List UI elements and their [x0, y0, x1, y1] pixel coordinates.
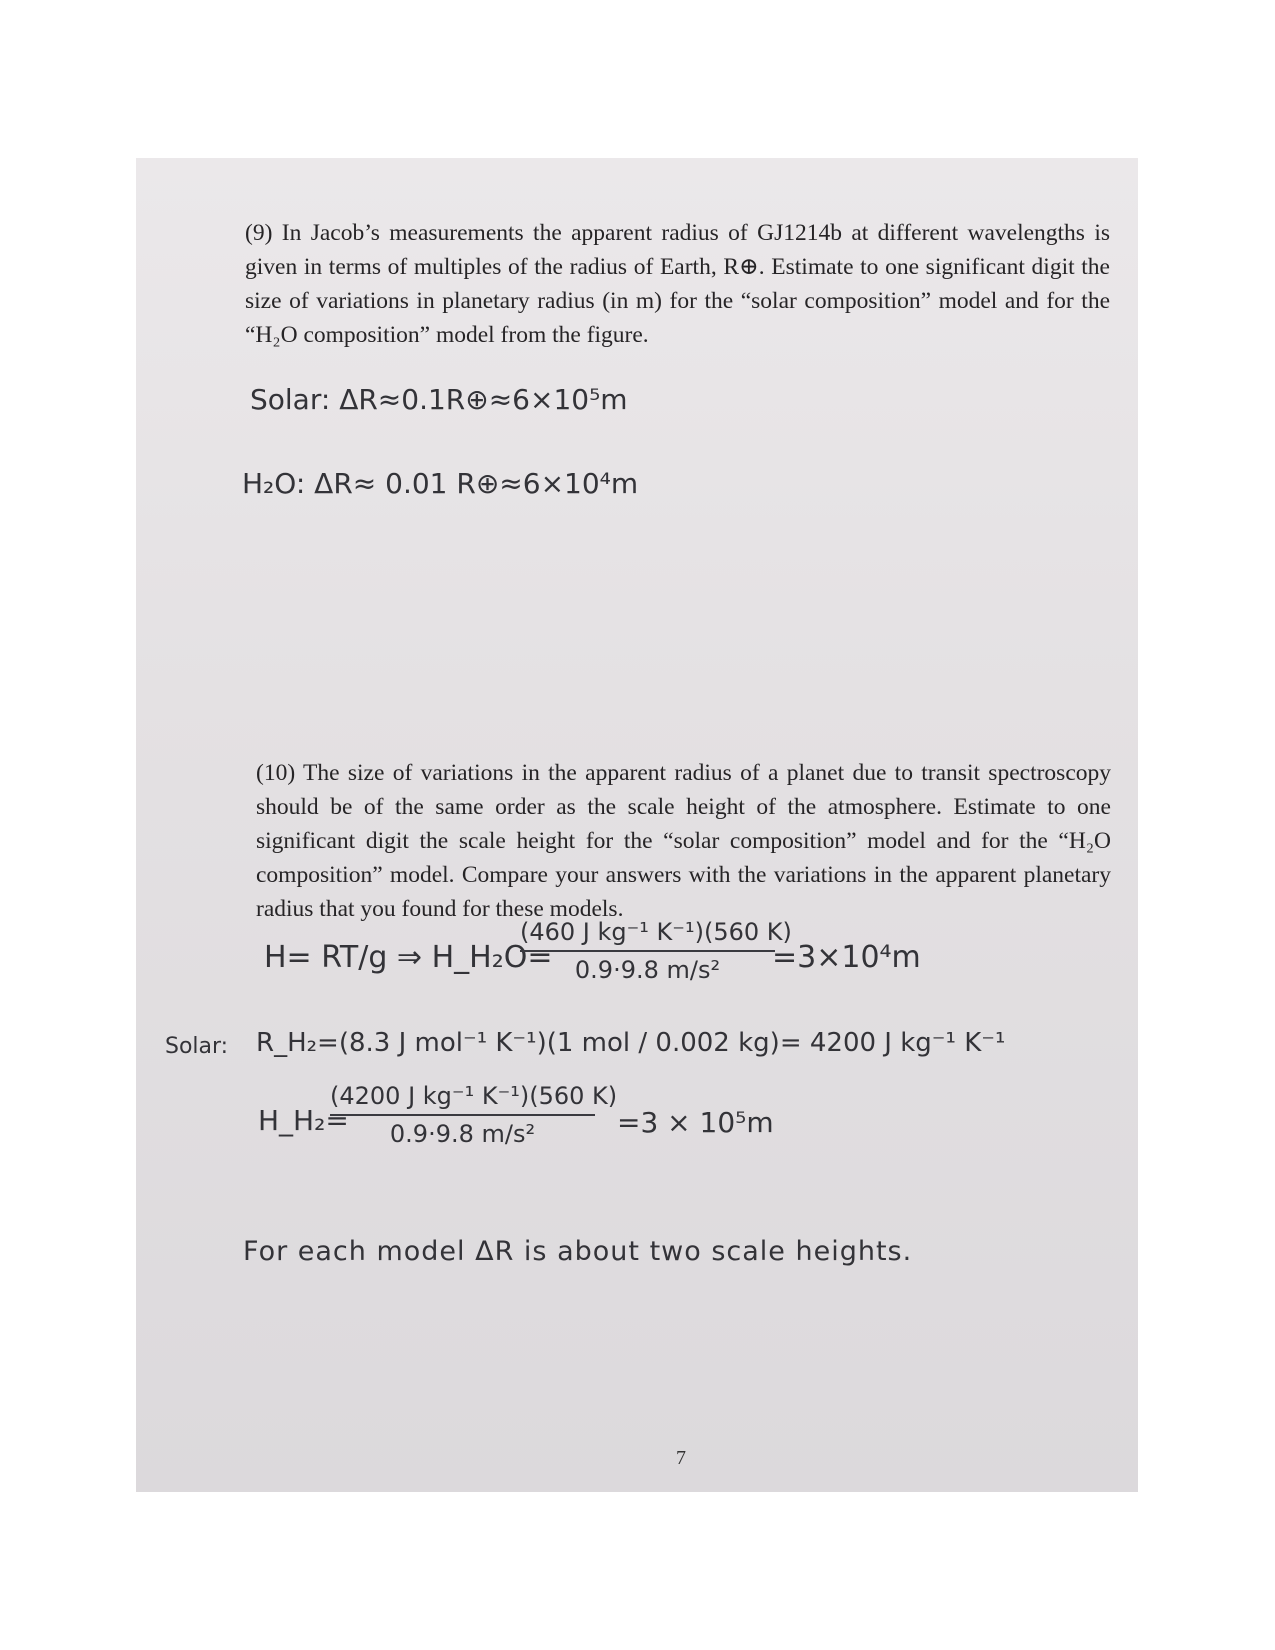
h2-scale-height-fraction	[330, 1080, 618, 1150]
fraction-bar	[330, 1114, 595, 1116]
h2o-denominator: 0.9·9.8 m/s²	[574, 956, 721, 984]
conclusion-text: For each model ΔR is about two scale heights.	[243, 1236, 913, 1267]
h2o-scale-height-fraction	[520, 916, 792, 986]
question-9-text: (9) In Jacob’s measurements the apparent radius of GJ1214b at different wavelengths is given in terms of multiples of the radius of Earth, R⊕. Estimate to one significant digit the size of variations in planetary radius (in m) for the “solar composition” model and for the “H₂O composition” model from the figure.	[245, 220, 1110, 348]
question-10-text: (10) The size of variations in the apparent radius of a planet due to transit spectroscopy should be of the same order as the scale height of the atmosphere. Estimate to one significant digit the scale height for the “solar composition” model and for the “H₂O composition” model. Compare your answers with the variations in the apparent planetary radius that you found for these models.	[256, 760, 1111, 922]
h2o-scale-height-lhs: H= RT/g ⇒ H_H₂O=	[264, 940, 553, 975]
specific-gas-constant-line: R_H₂=(8.3 J mol⁻¹ K⁻¹)(1 mol / 0.002 kg)= 4200 J kg⁻¹ K⁻¹	[256, 1028, 1006, 1058]
h2-scale-height-result: =3 × 10⁵m	[617, 1106, 774, 1139]
h2o-numerator: (460 J kg⁻¹ K⁻¹)(560 K)	[520, 918, 792, 946]
page-number: 7	[676, 1447, 686, 1469]
h2-numerator: (4200 J kg⁻¹ K⁻¹)(560 K)	[330, 1082, 618, 1110]
h2-denominator: 0.9·9.8 m/s²	[389, 1120, 536, 1148]
solar-label: Solar:	[165, 1034, 229, 1059]
h2-scale-height-lhs: H_H₂=	[258, 1104, 349, 1137]
h2o-scale-height-result: =3×10⁴m	[772, 940, 921, 975]
answer-9-h2o: H₂O: ΔR≈ 0.01 R⊕≈6×10⁴m	[242, 467, 639, 500]
fraction-bar	[520, 950, 775, 952]
answer-9-solar: Solar: ΔR≈0.1R⊕≈6×10⁵m	[250, 383, 628, 416]
